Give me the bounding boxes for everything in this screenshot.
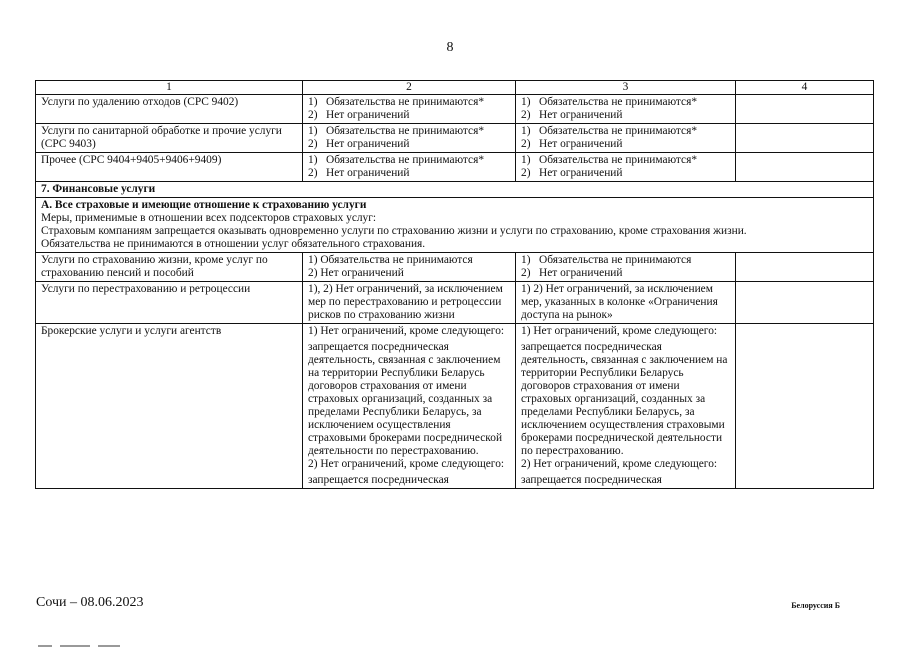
additional-commitments-cell — [736, 95, 874, 124]
service-label: Прочее (CPC 9404+9405+9406+9409) — [36, 153, 303, 182]
column-header-2: 2 — [303, 81, 516, 95]
additional-commitments-cell — [736, 124, 874, 153]
service-label: Услуги по страхованию жизни, кроме услуг по страхованию пенсий и пособий — [36, 253, 303, 282]
paragraph: запрещается посредническая — [521, 474, 662, 486]
additional-commitments-cell — [736, 153, 874, 182]
mode-text: 1) Обязательства не принимаются — [308, 254, 473, 266]
table-row — [36, 95, 874, 124]
mode-number: 1) — [521, 154, 531, 166]
mode-text: Обязательства не принимаются — [539, 254, 692, 266]
page-number: 8 — [446, 40, 454, 55]
mode-number: 1) — [308, 96, 318, 108]
national-treatment-cell — [516, 153, 736, 182]
mode-text: Обязательства не принимаются* — [539, 154, 698, 166]
mode-text: Нет ограничений — [326, 167, 410, 179]
table-row — [36, 253, 874, 282]
mode-text: Обязательства не принимаются* — [539, 125, 698, 137]
mode-text: Обязательства не принимаются* — [326, 96, 485, 108]
subsection-title: А. Все страховые и имеющие отношение к страхованию услуги — [41, 199, 367, 211]
mode-number: 2) — [308, 138, 318, 150]
mode-text: Обязательства не принимаются* — [539, 96, 698, 108]
mode-number: 1) — [308, 154, 318, 166]
column-header-3: 3 — [516, 81, 736, 95]
footer-date: Сочи – 08.06.2023 — [36, 595, 144, 610]
paragraph: запрещается посредническая — [308, 474, 449, 486]
mode-text: Нет ограничений — [539, 138, 623, 150]
footer-country: Белоруссия Б — [791, 601, 840, 610]
mode-number: 2) — [521, 109, 531, 121]
mode-number: 2) — [521, 167, 531, 179]
national-treatment-cell — [516, 124, 736, 153]
mode-text: Обязательства не принимаются* — [326, 125, 485, 137]
mode-number: 1) — [521, 96, 531, 108]
additional-commitments-cell — [736, 253, 874, 282]
mode-text: Нет ограничений — [326, 109, 410, 121]
column-header-4: 4 — [736, 81, 874, 95]
mode-text: Нет ограничений — [539, 109, 623, 121]
national-treatment-cell — [516, 324, 736, 489]
subsection-row — [36, 198, 874, 253]
paragraph: 1) Нет ограничений, кроме следующего: — [521, 325, 718, 337]
subsection-line: Меры, применимые в отношении всех подсекторов страховых услуг: — [41, 212, 377, 224]
table-row — [36, 282, 874, 324]
section-title: 7. Финансовые услуги — [36, 182, 874, 198]
paragraph: 2) Нет ограничений, кроме следующего: — [308, 458, 505, 470]
national-treatment-cell: 1) 2) Нет ограничений, за исключением мер, указанных в колонке «Ограничения доступа на рынок» — [516, 282, 736, 324]
mode-number: 2) — [521, 138, 531, 150]
mode-text: Нет ограничений — [326, 138, 410, 150]
table-row — [36, 124, 874, 153]
section-row — [36, 182, 874, 198]
mode-number: 1) — [521, 125, 531, 137]
paragraph: 1) Нет ограничений, кроме следующего: — [308, 325, 505, 337]
additional-commitments-cell — [736, 282, 874, 324]
table-row — [36, 324, 874, 489]
service-label: Брокерские услуги и услуги агентств — [36, 324, 303, 489]
mode-number: 2) — [521, 267, 531, 279]
mode-number: 2) — [308, 109, 318, 121]
mode-text: Нет ограничений — [539, 267, 623, 279]
market-access-cell — [303, 153, 516, 182]
mode-text: 2) Нет ограничений — [308, 267, 404, 279]
market-access-cell: 1), 2) Нет ограничений, за исключением мер по перестрахованию и ретроцессии рисков по страхованию жизни — [303, 282, 516, 324]
mode-text: Нет ограничений — [539, 167, 623, 179]
schedule-table — [35, 80, 874, 489]
mode-text: Обязательства не принимаются* — [326, 154, 485, 166]
service-label: Услуги по удалению отходов (CPC 9402) — [36, 95, 303, 124]
mode-number: 1) — [308, 125, 318, 137]
paragraph: запрещается посредническая деятельность, связанная с заключением на территории Республики Беларусь договоров страхования от имени страховых организаций, созданных за пределами Республики Беларусь, за исключением осуществления страховыми брокерами посреднической деятельности по перестрахованию. — [308, 341, 503, 457]
subsection-cell — [36, 198, 874, 253]
column-header-1: 1 — [36, 81, 303, 95]
mode-number: 1) — [521, 254, 531, 266]
service-label: Услуги по перестрахованию и ретроцессии — [36, 282, 303, 324]
additional-commitments-cell — [736, 324, 874, 489]
market-access-cell — [303, 253, 516, 282]
paragraph: 2) Нет ограничений, кроме следующего: — [521, 458, 718, 470]
market-access-cell — [303, 324, 516, 489]
paragraph: запрещается посредническая деятельность, связанная с заключением на территории Республики Беларусь договоров страхования от имени страховых организаций, созданных за пределами Республики Беларусь, за исключением осуществления страховыми брокерами посреднической деятельности по перестрахованию. — [521, 341, 728, 457]
service-label: Услуги по санитарной обработке и прочие услуги (CPC 9403) — [36, 124, 303, 153]
national-treatment-cell — [516, 253, 736, 282]
subsection-line: Страховым компаниям запрещается оказывать одновременно услуги по страхованию жизни и услуги по страхованию, кроме страхования жизни. — [41, 225, 747, 237]
header-row — [36, 81, 874, 95]
market-access-cell — [303, 124, 516, 153]
scan-artifact — [38, 634, 158, 636]
national-treatment-cell — [516, 95, 736, 124]
mode-number: 2) — [308, 167, 318, 179]
subsection-line: Обязательства не принимаются в отношении услуг обязательного страхования. — [41, 238, 426, 250]
market-access-cell — [303, 95, 516, 124]
table-row — [36, 153, 874, 182]
